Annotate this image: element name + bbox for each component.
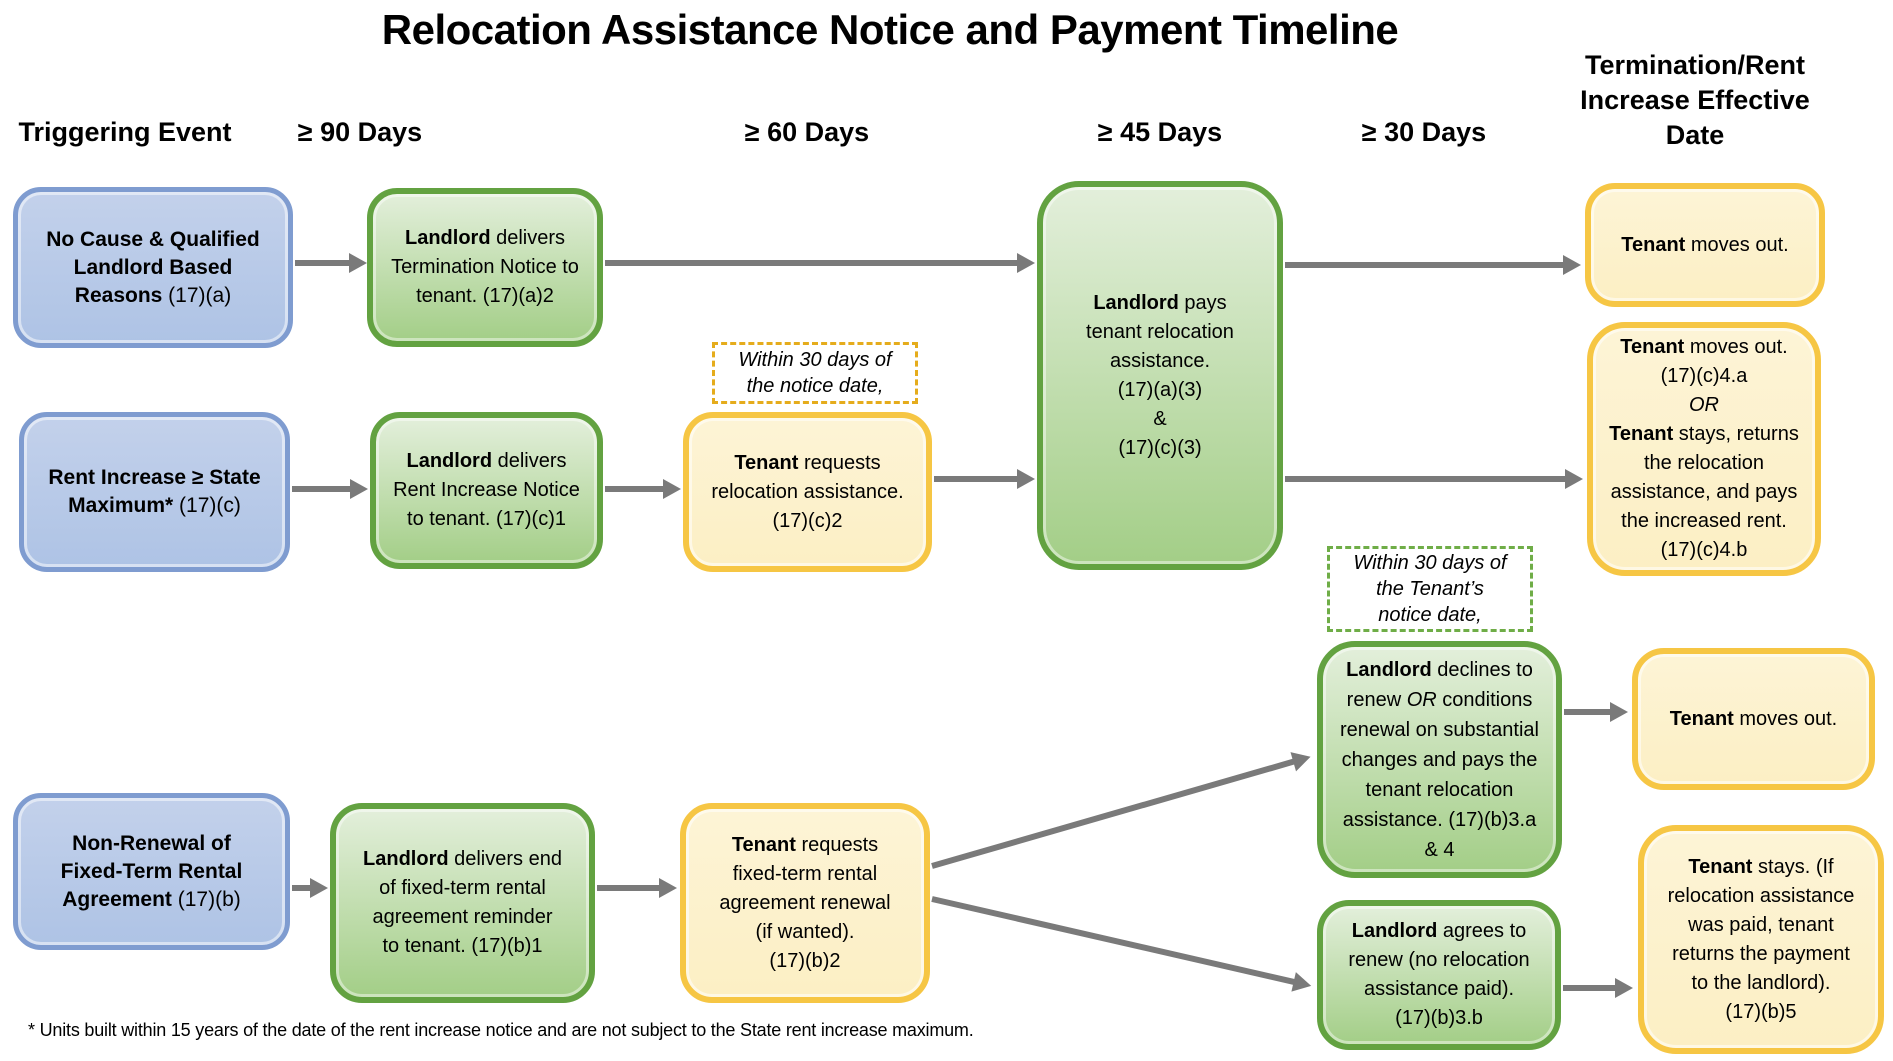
box-tenant-stays-line-3: was paid, tenant bbox=[1688, 913, 1834, 936]
box-trigger-non-renewal-line-1: Non-Renewal of bbox=[72, 831, 231, 855]
box-tenant-moves-out-row1 bbox=[1585, 183, 1825, 307]
footnote: * Units built within 15 years of the date of the rent increase notice and are not subject to the State rent increase maximum. bbox=[28, 1020, 974, 1040]
header-effective-date bbox=[1560, 45, 1830, 155]
header-60-days bbox=[727, 112, 887, 152]
page-title: Relocation Assistance Notice and Payment Timeline bbox=[381, 6, 1399, 53]
header-45-days-line-1: ≥ 45 Days bbox=[1097, 116, 1223, 147]
box-landlord-agrees-to-renew bbox=[1317, 900, 1561, 1050]
box-tenant-requests-relocation-assistance-line-2: relocation assistance. bbox=[711, 480, 904, 503]
note-within-30-days-of-tenants-notice-date-line-3: notice date, bbox=[1378, 604, 1482, 626]
box-landlord-delivers-end-of-term-reminder-line-1: Landlord delivers end bbox=[363, 848, 562, 870]
box-landlord-delivers-end-of-term-reminder bbox=[330, 803, 595, 1003]
box-tenant-moves-out-or-stays-line-5: the relocation bbox=[1643, 452, 1765, 474]
header-effective-date-line-3: Date bbox=[1665, 119, 1725, 150]
box-tenant-requests-renewal-line-1: Tenant requests bbox=[731, 833, 879, 856]
note-within-30-days-of-tenants-notice-date bbox=[1327, 546, 1533, 632]
box-landlord-delivers-termination-notice-line-2: Termination Notice to bbox=[391, 256, 579, 278]
box-landlord-declines-or-conditions-renewal bbox=[1317, 641, 1562, 878]
header-90-days-line-1: ≥ 90 Days bbox=[297, 116, 423, 147]
header-60-days-line-1: ≥ 60 Days bbox=[744, 116, 870, 147]
box-trigger-no-cause-line-3: Reasons (17)(a) bbox=[74, 283, 232, 307]
box-landlord-delivers-rent-increase-notice bbox=[370, 412, 603, 569]
box-landlord-pays-relocation-assistance-line-1: Landlord pays bbox=[1093, 291, 1227, 314]
box-landlord-delivers-termination-notice-line-1: Landlord delivers bbox=[404, 227, 566, 249]
box-tenant-moves-out-or-stays-line-3: OR bbox=[1689, 394, 1719, 416]
box-landlord-declines-or-conditions-renewal-line-1: Landlord declines to bbox=[1346, 658, 1533, 681]
box-tenant-moves-out-or-stays-line-8: (17)(c)4.b bbox=[1660, 539, 1748, 561]
box-tenant-stays-line-1: Tenant stays. (If bbox=[1688, 855, 1834, 878]
box-tenant-moves-out-or-stays-line-7: the increased rent. bbox=[1621, 510, 1787, 532]
box-landlord-declines-or-conditions-renewal-line-7: & 4 bbox=[1424, 838, 1455, 861]
box-tenant-requests-renewal-line-5: (17)(b)2 bbox=[769, 949, 841, 972]
box-landlord-declines-or-conditions-renewal-line-4: changes and pays the bbox=[1341, 748, 1538, 771]
box-tenant-moves-out-row1-line-1: Tenant moves out. bbox=[1621, 233, 1789, 256]
box-tenant-moves-out-or-stays-line-4: Tenant stays, returns bbox=[1609, 423, 1799, 445]
box-landlord-agrees-to-renew-line-2: renew (no relocation bbox=[1348, 949, 1530, 971]
box-tenant-stays bbox=[1638, 825, 1884, 1054]
header-30-days-line-1: ≥ 30 Days bbox=[1361, 116, 1487, 147]
box-trigger-non-renewal-line-3: Agreement (17)(b) bbox=[62, 887, 241, 911]
header-triggering-event bbox=[15, 112, 235, 152]
note-within-30-days-of-tenants-notice-date-line-2: the Tenant’s bbox=[1376, 578, 1484, 600]
box-tenant-moves-out-row3-line-1: Tenant moves out. bbox=[1669, 707, 1838, 730]
box-landlord-pays-relocation-assistance-line-6: (17)(c)(3) bbox=[1118, 436, 1202, 459]
box-trigger-no-cause bbox=[13, 187, 293, 348]
box-landlord-pays-relocation-assistance-line-3: assistance. bbox=[1109, 349, 1211, 372]
box-trigger-rent-increase-line-2: Maximum* (17)(c) bbox=[68, 494, 241, 517]
box-tenant-stays-line-4: returns the payment bbox=[1672, 942, 1850, 965]
arrow-renewal-request-to-agrees bbox=[932, 899, 1311, 986]
box-tenant-requests-relocation-assistance-line-3: (17)(c)2 bbox=[772, 509, 843, 532]
note-within-30-days-of-notice-date bbox=[712, 342, 918, 404]
box-trigger-non-renewal bbox=[13, 793, 290, 950]
box-landlord-delivers-rent-increase-notice-line-3: to tenant. (17)(c)1 bbox=[407, 508, 566, 530]
box-landlord-pays-relocation-assistance-line-4: (17)(a)(3) bbox=[1117, 378, 1203, 401]
box-trigger-non-renewal-line-2: Fixed-Term Rental bbox=[60, 859, 243, 883]
header-triggering-event-line-1: Triggering Event bbox=[18, 116, 232, 147]
box-tenant-moves-out-or-stays bbox=[1587, 322, 1821, 576]
box-landlord-declines-or-conditions-renewal-line-2: renew OR conditions bbox=[1346, 688, 1533, 711]
box-landlord-pays-relocation-assistance-line-5: & bbox=[1153, 407, 1167, 430]
box-landlord-agrees-to-renew-line-3: assistance paid). bbox=[1363, 978, 1515, 1000]
box-tenant-requests-relocation-assistance bbox=[683, 412, 932, 572]
box-tenant-requests-renewal-line-4: (if wanted). bbox=[755, 920, 855, 943]
box-tenant-requests-renewal bbox=[680, 803, 930, 1003]
header-30-days bbox=[1344, 112, 1504, 152]
box-landlord-pays-relocation-assistance bbox=[1037, 181, 1283, 570]
header-effective-date-line-1: Termination/Rent bbox=[1584, 49, 1805, 80]
box-tenant-requests-relocation-assistance-line-1: Tenant requests bbox=[734, 451, 881, 474]
header-effective-date-line-2: Increase Effective bbox=[1580, 84, 1810, 115]
box-trigger-rent-increase-line-1: Rent Increase ≥ State bbox=[48, 466, 261, 489]
box-landlord-agrees-to-renew-line-4: (17)(b)3.b bbox=[1395, 1007, 1483, 1029]
header-45-days bbox=[1080, 112, 1240, 152]
box-tenant-requests-renewal-line-3: agreement renewal bbox=[719, 891, 891, 914]
box-landlord-delivers-rent-increase-notice-line-1: Landlord delivers bbox=[406, 450, 567, 472]
box-tenant-moves-out-or-stays-line-1: Tenant moves out. bbox=[1620, 336, 1788, 358]
note-within-30-days-of-notice-date-line-1: Within 30 days of bbox=[738, 349, 892, 371]
box-tenant-moves-out-or-stays-line-6: assistance, and pays bbox=[1610, 481, 1798, 503]
box-landlord-declines-or-conditions-renewal-line-6: assistance. (17)(b)3.a bbox=[1342, 808, 1537, 831]
box-trigger-rent-increase bbox=[19, 412, 290, 572]
box-landlord-delivers-end-of-term-reminder-line-2: of fixed-term rental bbox=[379, 877, 546, 899]
box-landlord-declines-or-conditions-renewal-line-5: tenant relocation bbox=[1365, 778, 1514, 801]
header-90-days bbox=[280, 112, 440, 152]
box-landlord-agrees-to-renew-line-1: Landlord agrees to bbox=[1351, 920, 1527, 942]
box-trigger-no-cause-line-1: No Cause & Qualified bbox=[46, 227, 260, 251]
box-landlord-declines-or-conditions-renewal-line-3: renewal on substantial bbox=[1339, 718, 1539, 741]
note-within-30-days-of-notice-date-line-2: the notice date, bbox=[746, 375, 884, 397]
box-tenant-stays-line-6: (17)(b)5 bbox=[1725, 1000, 1797, 1023]
box-tenant-moves-out-or-stays-line-2: (17)(c)4.a bbox=[1660, 365, 1748, 387]
box-tenant-moves-out-row3 bbox=[1632, 648, 1875, 790]
box-tenant-stays-line-5: to the landlord). bbox=[1691, 971, 1831, 994]
box-tenant-stays-line-2: relocation assistance bbox=[1667, 884, 1855, 907]
box-landlord-delivers-rent-increase-notice-line-2: Rent Increase Notice bbox=[393, 479, 580, 501]
box-landlord-delivers-termination-notice bbox=[367, 188, 603, 347]
box-landlord-delivers-end-of-term-reminder-line-3: agreement reminder bbox=[372, 906, 553, 928]
arrow-renewal-request-to-declines bbox=[932, 757, 1311, 866]
note-within-30-days-of-tenants-notice-date-line-1: Within 30 days of bbox=[1353, 552, 1507, 574]
box-landlord-delivers-end-of-term-reminder-line-4: to tenant. (17)(b)1 bbox=[382, 935, 543, 957]
box-trigger-no-cause-line-2: Landlord Based bbox=[73, 255, 233, 279]
box-landlord-pays-relocation-assistance-line-2: tenant relocation bbox=[1086, 320, 1234, 343]
box-tenant-requests-renewal-line-2: fixed-term rental bbox=[732, 862, 878, 885]
box-landlord-delivers-termination-notice-line-3: tenant. (17)(a)2 bbox=[416, 285, 554, 307]
